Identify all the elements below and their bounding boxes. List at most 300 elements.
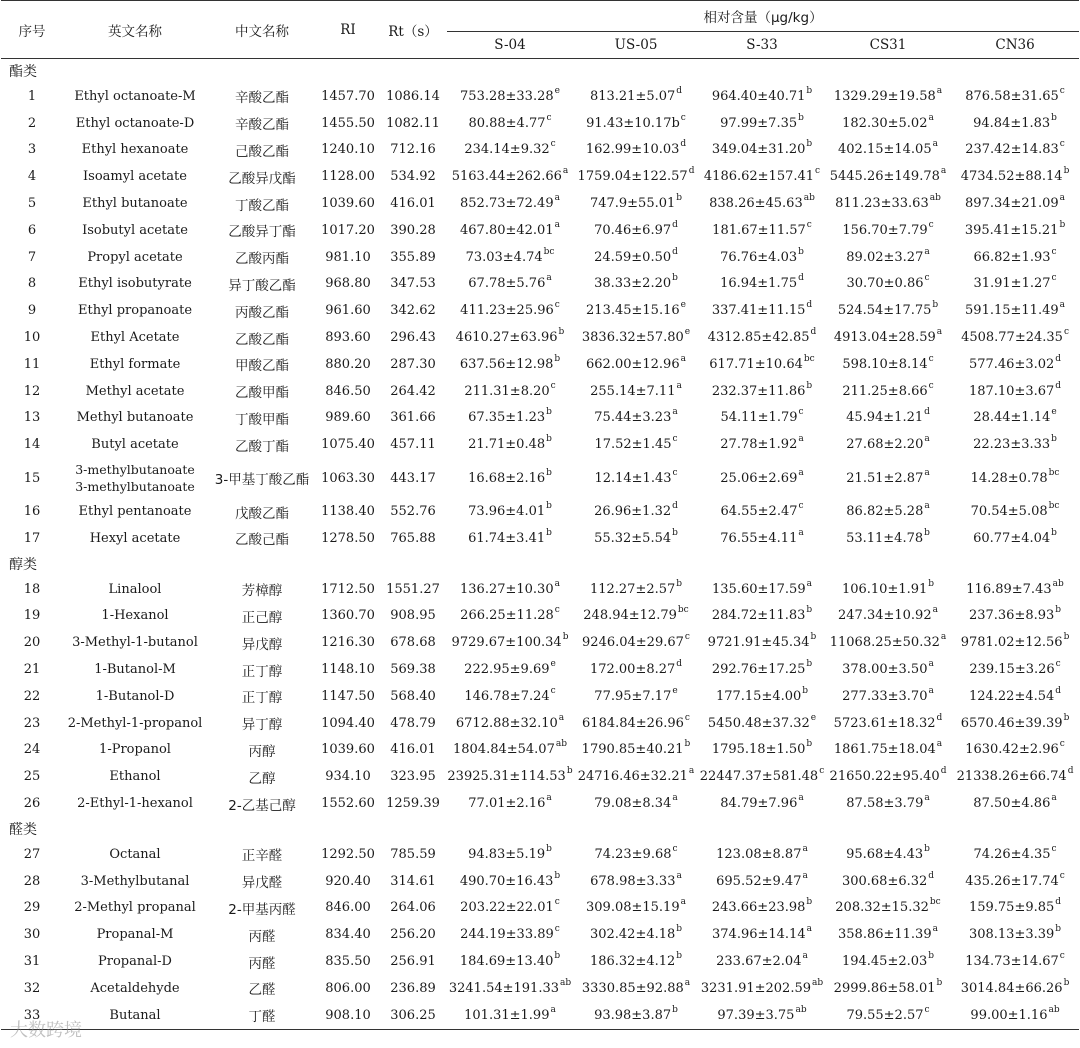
cell-idx: 24 bbox=[23, 742, 41, 758]
significance-letter: a bbox=[802, 951, 808, 961]
cell-value bbox=[825, 1002, 951, 1029]
value-text: 53.11±4.78 bbox=[846, 530, 924, 546]
cell-value bbox=[447, 110, 573, 137]
cell-chinese-name: 乙醇 bbox=[248, 770, 276, 787]
cell-rt: 347.53 bbox=[390, 276, 436, 292]
value-text: 2999.86±58.01 bbox=[833, 980, 936, 996]
cell-chinese-name: 芳樟醇 bbox=[241, 583, 283, 600]
cell-idx: 7 bbox=[27, 249, 37, 265]
value-text: 194.45±2.03 bbox=[841, 954, 928, 969]
cell-value bbox=[447, 378, 573, 405]
cell-value bbox=[699, 431, 825, 458]
cell-rt: 552.76 bbox=[390, 504, 436, 520]
significance-letter: d bbox=[936, 712, 943, 723]
cell-ri: 968.80 bbox=[325, 276, 371, 292]
table-body bbox=[1, 59, 1079, 1030]
cell-ri: 846.50 bbox=[325, 383, 371, 399]
table-row bbox=[1, 431, 1079, 458]
cell-value bbox=[825, 190, 951, 217]
value-text: 6184.84±26.96 bbox=[582, 715, 684, 731]
cell-chinese-name: 辛酸乙酯 bbox=[235, 90, 289, 107]
value-text: 14.28±0.78 bbox=[970, 470, 1048, 486]
value-text: 378.00±3.50 bbox=[842, 662, 928, 678]
significance-letter: d bbox=[680, 139, 687, 150]
cell-chinese-name: 甲酸乙酯 bbox=[235, 358, 289, 375]
cell-english-name: 3-Methylbutanal bbox=[80, 873, 190, 889]
cell-chinese-name: 正己醇 bbox=[241, 609, 283, 626]
value-text: 662.00±12.96 bbox=[586, 356, 680, 372]
value-text: 87.50±4.86 bbox=[973, 796, 1051, 812]
significance-letter: c bbox=[928, 380, 934, 391]
value-text: 123.08±8.87 bbox=[716, 846, 802, 862]
category-row bbox=[1, 817, 1079, 841]
cell-value bbox=[447, 83, 573, 110]
cell-ri: 893.60 bbox=[325, 330, 371, 346]
value-text: 5723.61±18.32 bbox=[833, 715, 936, 731]
header-sample: CS31 bbox=[825, 32, 951, 59]
value-text: 4186.62±157.41 bbox=[703, 169, 815, 185]
significance-letter: c bbox=[924, 1004, 930, 1015]
significance-letter: c bbox=[554, 605, 560, 616]
significance-letter: a bbox=[672, 407, 678, 418]
table-row bbox=[1, 656, 1079, 683]
cell-rt: 678.68 bbox=[390, 635, 436, 651]
cell-value bbox=[825, 710, 951, 737]
value-text: 5163.44±262.66 bbox=[451, 169, 562, 185]
header-idx: 序号 bbox=[1, 1, 63, 59]
table-row bbox=[1, 737, 1079, 764]
cell-value bbox=[951, 629, 1079, 656]
significance-letter: b bbox=[676, 193, 683, 204]
value-text: 213.45±15.16 bbox=[586, 303, 680, 319]
significance-letter: d bbox=[810, 327, 817, 338]
cell-value bbox=[573, 841, 699, 868]
significance-letter: a bbox=[928, 112, 934, 123]
cell-value bbox=[699, 378, 825, 405]
cell-value bbox=[447, 895, 573, 922]
significance-letter: a bbox=[554, 193, 560, 204]
cell-english-name: Isobutyl acetate bbox=[82, 222, 188, 238]
significance-letter: a bbox=[940, 632, 947, 643]
significance-letter: d bbox=[928, 870, 935, 881]
value-text: 3836.32±57.80 bbox=[581, 330, 684, 346]
value-text: 349.04±31.20 bbox=[711, 142, 806, 158]
cell-rt: 256.20 bbox=[390, 927, 436, 943]
cell-english-name: 2-Methyl-1-propanol bbox=[67, 715, 203, 731]
cell-value bbox=[447, 217, 573, 244]
cell-value bbox=[447, 603, 573, 630]
significance-letter: a bbox=[936, 85, 943, 96]
cell-ri: 880.20 bbox=[325, 356, 371, 372]
significance-letter: d bbox=[798, 273, 804, 284]
cell-ri: 981.10 bbox=[325, 249, 371, 265]
table-row bbox=[1, 324, 1079, 351]
cell-value bbox=[951, 458, 1079, 498]
significance-letter: a bbox=[936, 327, 943, 338]
cell-value bbox=[573, 763, 699, 790]
significance-letter: d bbox=[924, 407, 930, 418]
cell-value bbox=[699, 190, 825, 217]
significance-letter: d bbox=[1055, 685, 1062, 696]
cell-value bbox=[573, 137, 699, 164]
cell-value bbox=[573, 921, 699, 948]
significance-letter: a bbox=[550, 1004, 556, 1015]
value-text: 67.78±5.76 bbox=[468, 276, 546, 292]
value-text: 16.94±1.75 bbox=[720, 276, 798, 292]
significance-letter: a bbox=[802, 870, 808, 881]
value-text: 302.42±4.18 bbox=[589, 927, 676, 943]
significance-letter: a bbox=[554, 219, 560, 230]
value-text: 277.33±3.70 bbox=[842, 688, 928, 704]
cell-chinese-name: 丙醛 bbox=[248, 955, 276, 972]
value-text: 97.39±3.75 bbox=[717, 1007, 795, 1023]
cell-ri: 1148.10 bbox=[321, 662, 375, 678]
value-text: 3231.91±202.59 bbox=[700, 980, 811, 996]
value-text: 181.67±11.57 bbox=[712, 222, 806, 238]
cell-value bbox=[951, 710, 1079, 737]
significance-letter: d bbox=[1067, 766, 1074, 777]
cell-rt: 342.62 bbox=[390, 303, 436, 319]
value-text: 84.79±7.96 bbox=[720, 796, 798, 812]
significance-letter: a bbox=[798, 793, 804, 804]
cell-rt: 785.59 bbox=[390, 846, 436, 862]
cell-english-name: Ethyl hexanoate bbox=[81, 142, 189, 158]
significance-letter: c bbox=[1051, 246, 1057, 257]
cell-idx: 12 bbox=[23, 383, 41, 399]
cell-value bbox=[699, 948, 825, 975]
significance-letter: e bbox=[680, 300, 686, 311]
header-rt: Rt（s） bbox=[379, 1, 447, 59]
cell-rt: 416.01 bbox=[390, 742, 436, 758]
significance-letter: e bbox=[554, 85, 560, 96]
value-text: 21.51±2.87 bbox=[846, 470, 924, 486]
cell-value bbox=[825, 431, 951, 458]
value-text: 26.96±1.32 bbox=[594, 504, 672, 520]
significance-letter: c bbox=[1063, 327, 1069, 338]
cell-value bbox=[699, 975, 825, 1002]
table-row bbox=[1, 137, 1079, 164]
value-text: 753.28±33.28 bbox=[460, 88, 554, 104]
significance-letter: c bbox=[1059, 870, 1065, 881]
table-row bbox=[1, 683, 1079, 710]
significance-letter: bc bbox=[1048, 467, 1060, 478]
cell-chinese-name: 丁醛 bbox=[207, 1002, 317, 1029]
value-text: 266.25±11.28 bbox=[460, 608, 554, 624]
table-row bbox=[1, 498, 1079, 525]
cell-chinese-name: 戊酸乙酯 bbox=[235, 505, 289, 522]
significance-letter: b bbox=[932, 300, 939, 311]
value-text: 467.80±42.01 bbox=[460, 222, 554, 238]
value-text: 395.41±15.21 bbox=[964, 222, 1059, 238]
value-text: 73.03±4.74 bbox=[465, 249, 543, 265]
significance-letter: d bbox=[672, 219, 678, 230]
cell-chinese-name: 乙醛 bbox=[248, 982, 276, 999]
cell-value bbox=[573, 190, 699, 217]
cell-english-name: Propanal-D bbox=[98, 954, 172, 969]
significance-letter: a bbox=[546, 273, 552, 284]
header-sample: CN36 bbox=[951, 32, 1079, 59]
cell-chinese-name: 丁酸乙酯 bbox=[235, 197, 289, 214]
cell-value bbox=[825, 297, 951, 324]
significance-letter: b bbox=[806, 659, 813, 670]
cell-value bbox=[573, 498, 699, 525]
significance-letter: a bbox=[672, 793, 678, 804]
value-text: 5445.26±149.78 bbox=[829, 169, 940, 185]
significance-letter: a bbox=[1059, 193, 1066, 204]
table-row bbox=[1, 895, 1079, 922]
significance-letter: b bbox=[1051, 112, 1057, 123]
cell-idx: 19 bbox=[23, 608, 41, 624]
value-text: 244.19±33.89 bbox=[460, 927, 554, 943]
value-text: 308.13±3.39 bbox=[968, 927, 1055, 943]
value-text: 24.59±0.50 bbox=[594, 249, 672, 265]
cell-english-name: Propyl acetate bbox=[87, 249, 183, 265]
cell-rt: 416.01 bbox=[390, 196, 436, 212]
cell-ri: 1552.60 bbox=[321, 796, 375, 812]
significance-letter: a bbox=[680, 353, 686, 364]
cell-ri: 1360.70 bbox=[321, 608, 375, 624]
cell-value bbox=[699, 244, 825, 271]
significance-letter: ab bbox=[555, 739, 567, 750]
cell-value bbox=[447, 763, 573, 790]
cell-value bbox=[699, 405, 825, 432]
value-text: 184.69±13.40 bbox=[459, 954, 554, 969]
cell-english-name: Ethyl propanoate bbox=[77, 303, 193, 319]
significance-letter: ab bbox=[560, 977, 572, 988]
cell-chinese-name: 乙酸甲酯 bbox=[235, 385, 289, 402]
cell-chinese-name: 乙酸异丁酯 bbox=[228, 224, 296, 241]
cell-value bbox=[699, 683, 825, 710]
cell-ri: 1075.40 bbox=[321, 437, 375, 453]
cell-idx: 1 bbox=[27, 88, 37, 104]
significance-letter: b bbox=[1055, 924, 1062, 935]
significance-letter: b bbox=[554, 870, 561, 881]
significance-letter: a bbox=[924, 246, 930, 257]
english-name-line: 3-methylbutanoate bbox=[75, 479, 195, 495]
cell-value bbox=[699, 576, 825, 603]
significance-letter: a bbox=[558, 712, 565, 723]
table-row bbox=[1, 83, 1079, 110]
value-text: 9246.04±29.67 bbox=[582, 635, 684, 651]
cell-idx: 22 bbox=[23, 688, 41, 704]
value-text: 21650.22±95.40 bbox=[829, 769, 940, 785]
cell-value bbox=[951, 841, 1079, 868]
cell-ri: 846.00 bbox=[325, 900, 371, 916]
cell-rt: 390.28 bbox=[390, 222, 436, 238]
cell-value bbox=[951, 921, 1079, 948]
cell-value bbox=[447, 190, 573, 217]
significance-letter: a bbox=[936, 739, 943, 750]
value-text: 591.15±11.49 bbox=[965, 303, 1059, 319]
value-text: 135.60±17.59 bbox=[712, 581, 806, 597]
cell-value bbox=[825, 948, 951, 975]
cell-rt: 478.79 bbox=[390, 715, 436, 731]
cell-rt: 1086.14 bbox=[386, 88, 440, 104]
value-text: 598.10±8.14 bbox=[842, 356, 928, 372]
cell-value bbox=[699, 629, 825, 656]
category-label: 醛类 bbox=[9, 821, 37, 838]
header-chinese-name: 中文名称 bbox=[207, 1, 317, 59]
value-text: 239.15±3.26 bbox=[969, 662, 1055, 678]
significance-letter: b bbox=[546, 527, 552, 538]
cell-value bbox=[699, 271, 825, 298]
value-text: 358.86±11.39 bbox=[838, 927, 932, 943]
significance-letter: d bbox=[806, 300, 813, 311]
significance-letter: c bbox=[680, 112, 686, 123]
value-text: 964.40±40.71 bbox=[711, 88, 806, 104]
cell-idx: 25 bbox=[23, 769, 41, 785]
value-text: 75.44±3.23 bbox=[594, 410, 672, 426]
cell-idx: 30 bbox=[23, 927, 41, 943]
cell-english-name: 2-Ethyl-1-hexanol bbox=[77, 796, 193, 812]
cell-ri: 1292.50 bbox=[321, 846, 375, 862]
value-text: 490.70±16.43 bbox=[459, 873, 554, 889]
significance-letter: b bbox=[806, 739, 813, 750]
cell-ri: 1128.00 bbox=[321, 169, 375, 185]
value-text: 87.58±3.79 bbox=[846, 796, 924, 812]
cell-rt: 236.89 bbox=[390, 980, 436, 996]
cell-chinese-name: 正丁醇 bbox=[241, 690, 283, 707]
cell-value bbox=[699, 710, 825, 737]
significance-letter: c bbox=[928, 219, 934, 230]
significance-letter: c bbox=[1059, 951, 1065, 961]
cell-english-name: 1-Butanol-D bbox=[95, 688, 175, 704]
significance-letter: c bbox=[1051, 273, 1057, 284]
value-text: 1804.84±54.07 bbox=[452, 742, 555, 758]
value-text: 86.82±5.28 bbox=[846, 504, 924, 520]
cell-idx: 27 bbox=[23, 846, 41, 862]
cell-rt: 1551.27 bbox=[386, 581, 440, 597]
cell-value bbox=[951, 378, 1079, 405]
cell-value bbox=[699, 895, 825, 922]
cell-idx: 9 bbox=[27, 303, 37, 319]
table-row bbox=[1, 244, 1079, 271]
cell-rt: 256.91 bbox=[390, 954, 436, 969]
significance-letter: b bbox=[1051, 527, 1057, 538]
cell-rt: 457.11 bbox=[390, 437, 436, 453]
cell-value bbox=[825, 737, 951, 764]
value-text: 897.34±21.09 bbox=[965, 196, 1059, 212]
value-text: 74.23±9.68 bbox=[594, 846, 672, 862]
cell-value bbox=[951, 405, 1079, 432]
cell-chinese-name: 乙酸乙酯 bbox=[235, 331, 289, 348]
value-text: 91.43±10.17b bbox=[586, 115, 680, 131]
significance-letter: b bbox=[1059, 219, 1066, 230]
value-text: 1795.18±1.50 bbox=[711, 742, 806, 758]
table-row bbox=[1, 948, 1079, 975]
cell-idx: 31 bbox=[23, 954, 41, 969]
significance-letter: c bbox=[554, 924, 560, 935]
cell-english-name: 1-Hexanol bbox=[101, 608, 169, 624]
significance-letter: b bbox=[554, 951, 561, 961]
value-text: 678.98±3.33 bbox=[590, 873, 676, 889]
value-text: 617.71±10.64 bbox=[709, 356, 803, 372]
cell-value bbox=[573, 790, 699, 817]
table-row bbox=[1, 921, 1079, 948]
value-text: 6570.46±39.39 bbox=[960, 715, 1063, 731]
cell-idx: 29 bbox=[23, 900, 41, 916]
cell-idx: 21 bbox=[23, 662, 41, 678]
header-english-name: 英文名称 bbox=[63, 1, 207, 59]
significance-letter: c bbox=[550, 380, 556, 391]
value-text: 21.71±0.48 bbox=[468, 437, 546, 453]
table-row bbox=[1, 217, 1079, 244]
significance-letter: bc bbox=[803, 353, 815, 364]
cell-value bbox=[447, 525, 573, 552]
significance-letter: a bbox=[802, 843, 808, 854]
value-text: 9721.91±45.34 bbox=[707, 635, 810, 651]
significance-letter: a bbox=[562, 166, 569, 177]
cell-value bbox=[951, 525, 1079, 552]
value-text: 172.00±8.27 bbox=[589, 662, 676, 678]
significance-letter: bc bbox=[1048, 501, 1060, 512]
significance-letter: d bbox=[1055, 897, 1062, 908]
cell-value bbox=[951, 351, 1079, 378]
cell-value bbox=[951, 324, 1079, 351]
value-text: 811.23±33.63 bbox=[835, 196, 929, 212]
cell-english-name bbox=[63, 458, 207, 498]
cell-chinese-name: 乙酸己酯 bbox=[235, 532, 289, 549]
cell-value bbox=[447, 324, 573, 351]
cell-rt: 1082.11 bbox=[386, 115, 440, 131]
cell-value bbox=[825, 351, 951, 378]
cell-value bbox=[825, 458, 951, 498]
cell-value bbox=[447, 975, 573, 1002]
cell-value bbox=[825, 271, 951, 298]
table-row bbox=[1, 790, 1079, 817]
significance-letter: b bbox=[676, 924, 683, 935]
cell-english-name: 1-Propanol bbox=[99, 742, 171, 758]
cell-value bbox=[447, 948, 573, 975]
significance-letter: d bbox=[676, 659, 683, 670]
value-text: 21338.26±66.74 bbox=[956, 769, 1067, 785]
significance-letter: b bbox=[558, 327, 565, 338]
significance-letter: b bbox=[566, 766, 573, 777]
significance-letter: e bbox=[810, 712, 817, 723]
value-text: 60.77±4.04 bbox=[973, 530, 1051, 546]
significance-letter: c bbox=[550, 139, 556, 150]
value-text: 233.67±2.04 bbox=[716, 954, 802, 969]
significance-letter: b bbox=[684, 739, 691, 750]
significance-letter: c bbox=[672, 843, 678, 854]
significance-letter: b bbox=[546, 501, 552, 512]
watermark: 大数跨境 bbox=[10, 1020, 82, 1041]
significance-letter: c bbox=[1059, 739, 1065, 750]
significance-letter: a bbox=[1051, 793, 1057, 804]
value-text: 134.73±14.67 bbox=[965, 954, 1059, 969]
cell-value bbox=[447, 656, 573, 683]
significance-letter: c bbox=[546, 112, 552, 123]
significance-letter: b bbox=[554, 353, 561, 364]
value-text: 243.66±23.98 bbox=[711, 900, 806, 916]
table-row bbox=[1, 576, 1079, 603]
value-text: 97.99±7.35 bbox=[720, 115, 798, 131]
cell-english-name: 2-Methyl propanal bbox=[74, 900, 196, 916]
cell-english-name: Ethyl octanoate-D bbox=[75, 115, 195, 131]
significance-letter: e bbox=[684, 327, 691, 338]
significance-letter: a bbox=[1059, 300, 1066, 311]
value-text: 38.33±2.20 bbox=[594, 276, 672, 292]
value-text: 22447.37±581.48 bbox=[699, 769, 819, 785]
cell-english-name: Methyl butanoate bbox=[76, 410, 194, 426]
value-text: 23925.31±114.53 bbox=[447, 769, 566, 785]
cell-value bbox=[573, 1002, 699, 1029]
value-text: 234.14±9.32 bbox=[464, 142, 550, 158]
significance-letter: b bbox=[1063, 712, 1070, 723]
cell-rt: 908.95 bbox=[390, 608, 436, 624]
cell-value bbox=[951, 244, 1079, 271]
cell-value bbox=[951, 603, 1079, 630]
